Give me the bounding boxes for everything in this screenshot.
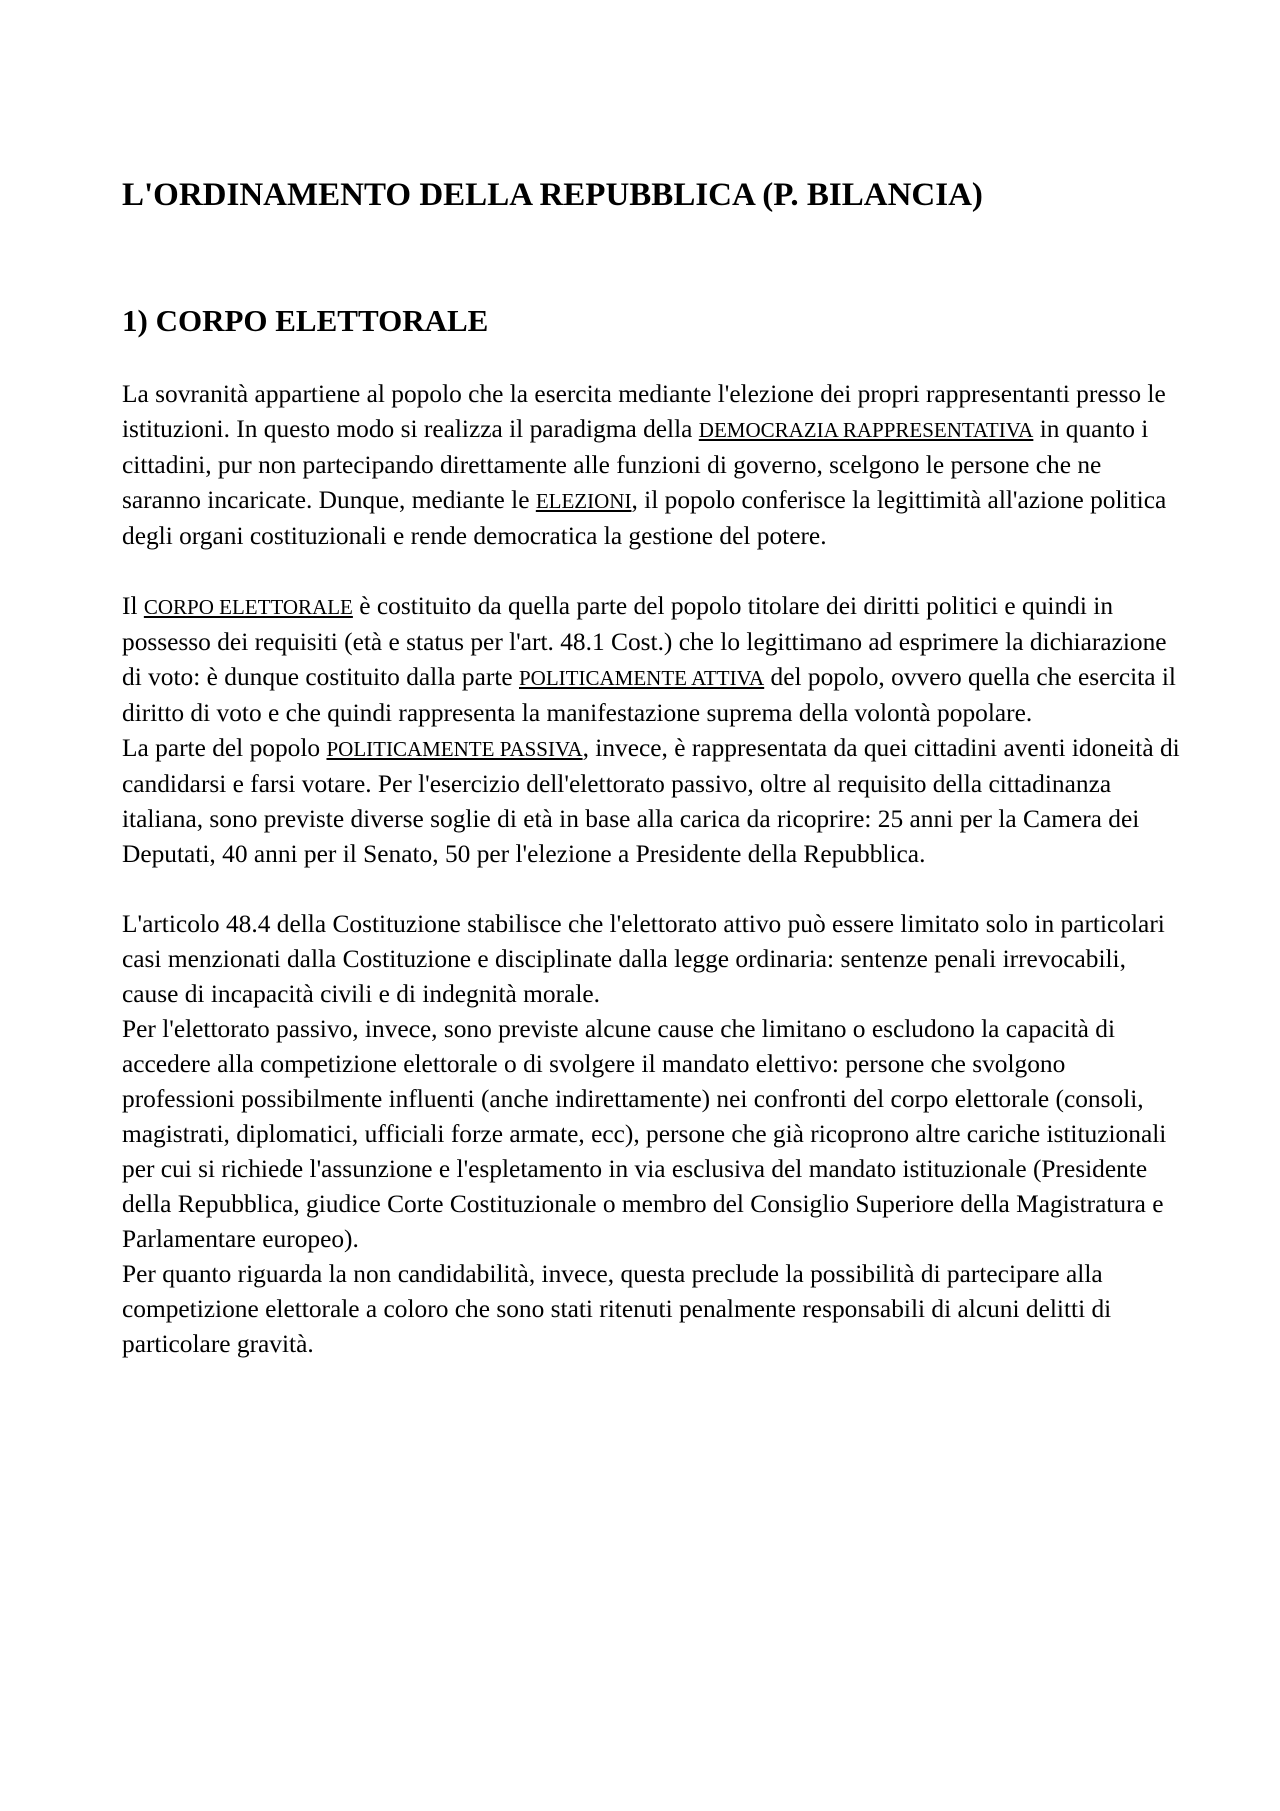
paragraph-text: , il popolo conferisce la legittimità all'azione politica degli organi costituzionali e rende democratica la gestione del potere. [122,485,1167,550]
paragraph-ineligibility: Per l'elettorato passivo, invece, sono previste alcune cause che limitano o escludono la capacità di accedere alla competizione elettorale o di svolgere il mandato elettivo: persone che svolgono professioni possibilmente influenti (anche indirettamente) nei confronti del corpo elettorale (consoli, magistrati, diplomatici, ufficiali forze armate, ecc), persone che già ricoprono altre cariche istituzionali per cui si richiede l'assunzione e l'espletamento in via esclusiva del mandato istituzionale (Presidente della Repubblica, giudice Corte Costituzionale o membro del Consiglio Superiore della Magistratura e Parlamentare europeo). [122,1014,1167,1253]
paragraph-electoral-body [122,589,1182,731]
paragraph-text: La sovranità appartiene al popolo che la esercita mediante l'elezione dei propri rappresentanti presso le istituzioni. In questo modo si realizza il paradigma della [122,379,1166,443]
paragraph-text: , invece, è rappresentata da quei cittadini aventi idoneità di candidarsi e farsi votare. Per l'esercizio dell'elettorato passivo, oltre al requisito della cittadinanza italiana, sono previste diverse soglie di età in base alla carica da ricoprire: 25 anni per la Camera dei Deputati, 40 anni per il Senato, 50 per l'elezione a Presidente della Repubblica. [122,733,1180,868]
paragraph-text: in quanto i cittadini, pur non partecipando direttamente alle funzioni di governo, scelgono le persone che ne saranno incaricate. Dunque, mediante le [122,414,1149,514]
term-elezioni: ELEZIONI [535,488,632,513]
term-politicamente-passiva: POLITICAMENTE PASSIVA [326,736,583,761]
paragraph-passive-electorate [122,731,1182,872]
term-politicamente-attiva: POLITICAMENTE ATTIVA [519,665,765,690]
document-content [122,176,1182,1362]
paragraph-spacer [122,554,1182,589]
section-heading: 1) CORPO ELETTORALE [122,302,489,338]
paragraph-article-48-4: L'articolo 48.4 della Costituzione stabilisce che l'elettorato attivo può essere limitato solo in particolari casi menzionati dalla Costituzione e disciplinate dalla legge ordinaria: sentenze penali irrevocabili, cause di incapacità civili e di indegnità morale. [122,909,1165,1008]
paragraph-non-candidability: Per quanto riguarda la non candidabilità, invece, questa preclude la possibilità di partecipare alla competizione elettorale a coloro che sono stati ritenuti penalmente responsabili di alcuni delitti di particolare gravità. [122,1259,1112,1358]
paragraph-text: è costituito da quella parte del popolo titolare dei diritti politici e quindi in possesso dei requisiti (età e status per l'art. 48.1 Cost.) che lo legittimano ad esprimere la dichiarazione di voto: è dunque costituito dalla parte [122,591,1167,691]
paragraph-text: del popolo, ovvero quella che esercita il diritto di voto e che quindi rappresenta la manifestazione suprema della volontà popolare. [122,662,1176,727]
paragraph-spacer [122,872,1182,907]
paragraph-text: Il [122,591,144,620]
paragraph-sovereignty [122,377,1182,554]
term-corpo-elettorale: CORPO ELETTORALE [143,594,353,619]
term-democrazia-rappresentativa: DEMOCRAZIA RAPPRESENTATIVA [698,417,1034,442]
paragraph-text: La parte del popolo [122,733,327,762]
document-title: L'ORDINAMENTO DELLA REPUBBLICA (P. BILANCIA) [122,177,983,213]
